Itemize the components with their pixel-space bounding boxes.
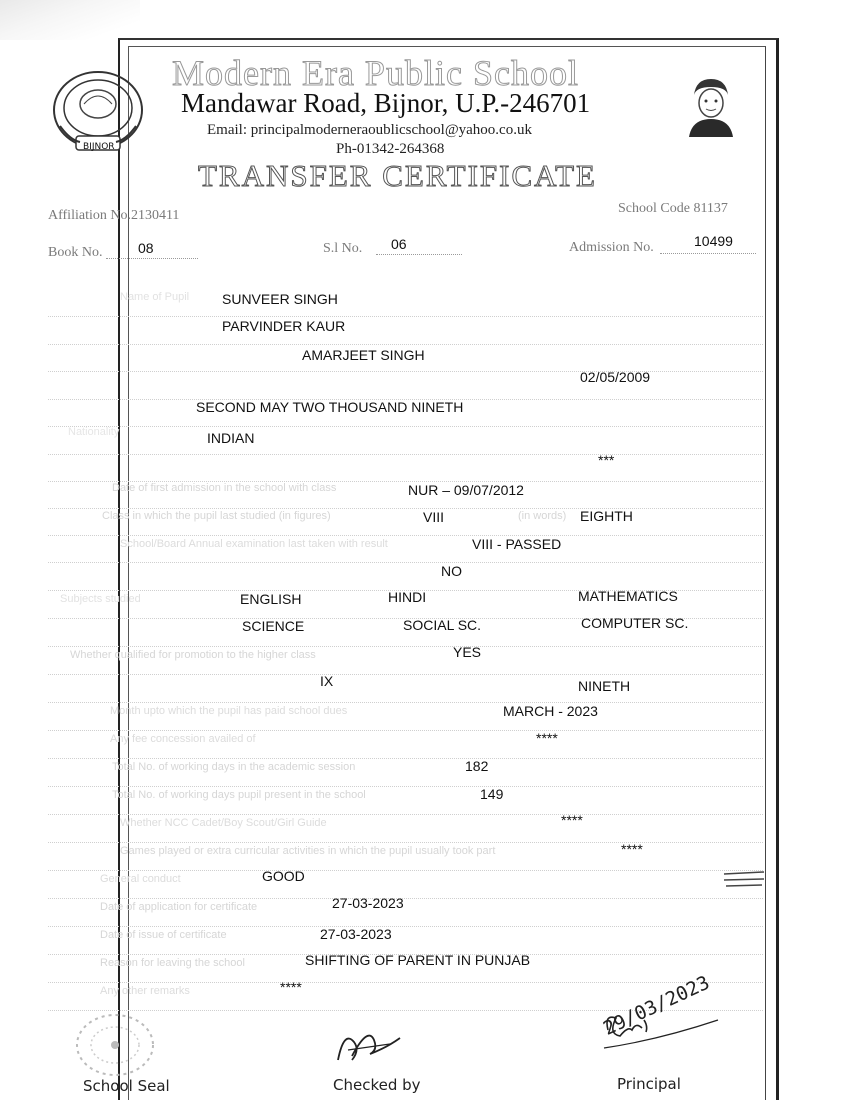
class-words: EIGHTH [580,508,633,524]
affiliation-no: Affiliation No.2130411 [48,208,180,223]
leaving-reason: SHIFTING OF PARENT IN PUNJAB [305,952,531,968]
dob-words: SECOND MAY TWO THOUSAND NINETH [196,399,464,415]
issue-date: 27-03-2023 [320,926,392,942]
admission-no-label: Admission No. [569,240,654,255]
checked-by-label: Checked by [333,1076,421,1094]
subject-english: ENGLISH [240,591,302,607]
school-email: Email: principalmoderneraoublicschool@yahoo.co.uk [207,122,532,138]
label-dues: Month upto which the pupil has paid school dues [110,705,348,717]
subject-mathematics: MATHEMATICS [578,588,678,604]
fee-concession: **** [536,730,558,746]
label-concession: Any fee concession availed of [110,733,256,745]
school-code: School Code 81137 [618,201,728,216]
school-name: Modern Era Public School [172,53,579,93]
book-no-value: 08 [138,240,154,256]
label-present: Total No. of working days pupil present in the school [112,789,366,801]
label-exam: School/Board Annual examination last taken with result [120,538,388,550]
checked-by-signature [330,1020,410,1070]
remarks: **** [280,979,302,995]
label-first-admission: Date of first admission in the school with class [112,482,337,494]
scan-shadow [0,0,140,40]
admission-no-value: 10499 [694,233,733,249]
father-name: AMARJEET SINGH [302,347,425,363]
label-promotion: Whether qualified for promotion to the higher class [70,649,316,661]
school-address: Mandawar Road, Bijnor, U.P.-246701 [181,88,591,118]
label-class: Class in which the pupil last studied (in figures) [102,510,331,522]
first-admission: NUR – 09/07/2012 [408,482,524,498]
class-figures: VIII [423,509,445,525]
school-seal-stamp [70,1010,160,1080]
principal-label: Principal [617,1075,681,1093]
label-application: Date of application for certificate [100,901,258,913]
label-reason: Reason for leaving the school [100,957,245,969]
label-conduct: General conduct [100,873,181,885]
present-days: 149 [480,786,504,802]
sl-no-label: S.l No. [323,241,363,256]
nationality: INDIAN [207,430,255,446]
sl-no-value: 06 [391,236,407,252]
subject-social: SOCIAL SC. [403,617,482,633]
dues-paid: MARCH - 2023 [503,703,598,719]
subject-hindi: HINDI [388,589,427,605]
application-date: 27-03-2023 [332,895,404,911]
book-no-label: Book No. [48,245,103,260]
sc-st-value: *** [598,452,615,468]
working-days: 182 [465,758,489,774]
label-pupil: Name of Pupil [120,291,190,303]
label-nationality: Nationality [68,426,120,438]
label-games: Games played or extra curricular activities in which the pupil usually took part [120,845,496,857]
principal-signature-date: 29/03/2023 [600,971,713,1040]
games-value: **** [621,841,643,857]
pupil-name: SUNVEER SINGH [222,291,338,307]
mother-name: PARVINDER KAUR [222,318,346,334]
conduct: GOOD [262,868,305,884]
certificate-title: TRANSFER CERTIFICATE [198,158,597,193]
logo-text: BIJNOR [83,142,115,152]
promoted-words: NINETH [578,678,631,694]
label-subjects: Subjects studied [60,593,141,605]
failed-status: NO [441,563,462,579]
exam-result: VIII - PASSED [472,536,562,552]
label-remarks: Any other remarks [100,985,190,997]
label-issue: Date of issue of certificate [100,929,227,941]
dob-figures: 02/05/2009 [580,369,651,385]
margin-mark [722,868,766,888]
promoted-figures: IX [320,673,334,689]
founder-portrait [686,75,736,137]
school-seal-label: School Seal [83,1077,170,1095]
label-working: Total No. of working days in the academic session [112,761,356,773]
school-phone: Ph-01342-264368 [336,141,445,157]
subject-computer: COMPUTER SC. [581,615,689,631]
label-ncc: Whether NCC Cadet/Boy Scout/Girl Guide [120,817,327,829]
subject-science: SCIENCE [242,618,305,634]
label-class-words: (in words) [518,510,567,522]
qualified-status: YES [453,644,482,660]
ncc-value: **** [561,812,583,828]
